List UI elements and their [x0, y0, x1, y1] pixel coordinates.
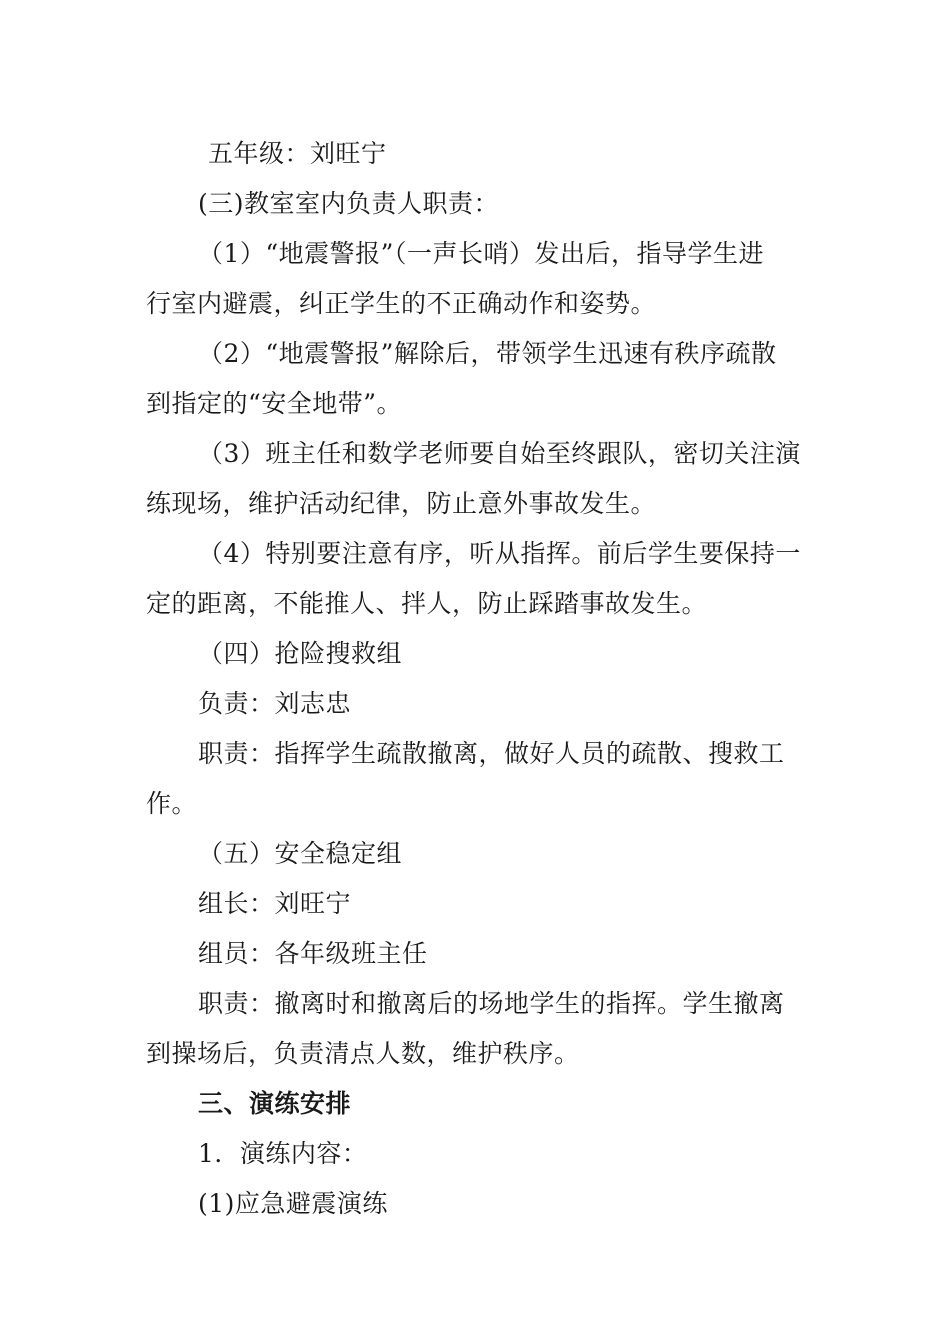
rescue-group-leader: 负责：刘志忠	[198, 689, 352, 718]
duty-item-2-line-1: （2）“地震警报”解除后，带领学生迅速有秩序疏散	[198, 339, 777, 368]
duty-item-1-line-2: 行室内避震，纠正学生的不正确动作和姿势。	[146, 289, 657, 318]
stability-group-duties-line-2: 到操场后，负责清点人数，维护秩序。	[146, 1039, 580, 1068]
section-stability-group-heading: （五）安全稳定组	[198, 839, 403, 868]
drill-content-item-1: (1)应急避震演练	[198, 1189, 388, 1218]
duty-item-4-line-1: （4）特别要注意有序，听从指挥。前后学生要保持一	[198, 539, 801, 568]
grade-five-leader: 五年级：刘旺宁	[208, 139, 387, 168]
stability-group-members: 组员：各年级班主任	[198, 939, 428, 968]
duty-item-3-line-2: 练现场，维护活动纪律，防止意外事故发生。	[146, 489, 657, 518]
duty-item-4-line-2: 定的距离，不能推人、拌人，防止踩踏事故发生。	[146, 589, 708, 618]
duty-item-2-line-2: 到指定的“安全地带”。	[146, 389, 403, 418]
section-drill-arrangement-heading: 三、演练安排	[198, 1089, 352, 1118]
drill-content-heading: 1．演练内容：	[198, 1139, 368, 1168]
duty-item-3-line-1: （3）班主任和数学老师要自始至终跟队，密切关注演	[198, 439, 801, 468]
section-rescue-group-heading: （四）抢险搜救组	[198, 639, 403, 668]
rescue-group-duties-line-1: 职责：指挥学生疏散撤离，做好人员的疏散、搜救工	[198, 739, 785, 768]
rescue-group-duties-line-2: 作。	[146, 789, 198, 818]
document-body	[146, 129, 806, 1229]
stability-group-duties-line-1: 职责：撤离时和撤离后的场地学生的指挥。学生撤离	[198, 989, 785, 1018]
stability-group-leader: 组长：刘旺宁	[198, 889, 352, 918]
duty-item-1-line-1: （1）“地震警报”（一声长哨）发出后，指导学生进	[198, 239, 764, 268]
section-classroom-duties-heading: (三)教室室内负责人职责：	[198, 189, 500, 218]
